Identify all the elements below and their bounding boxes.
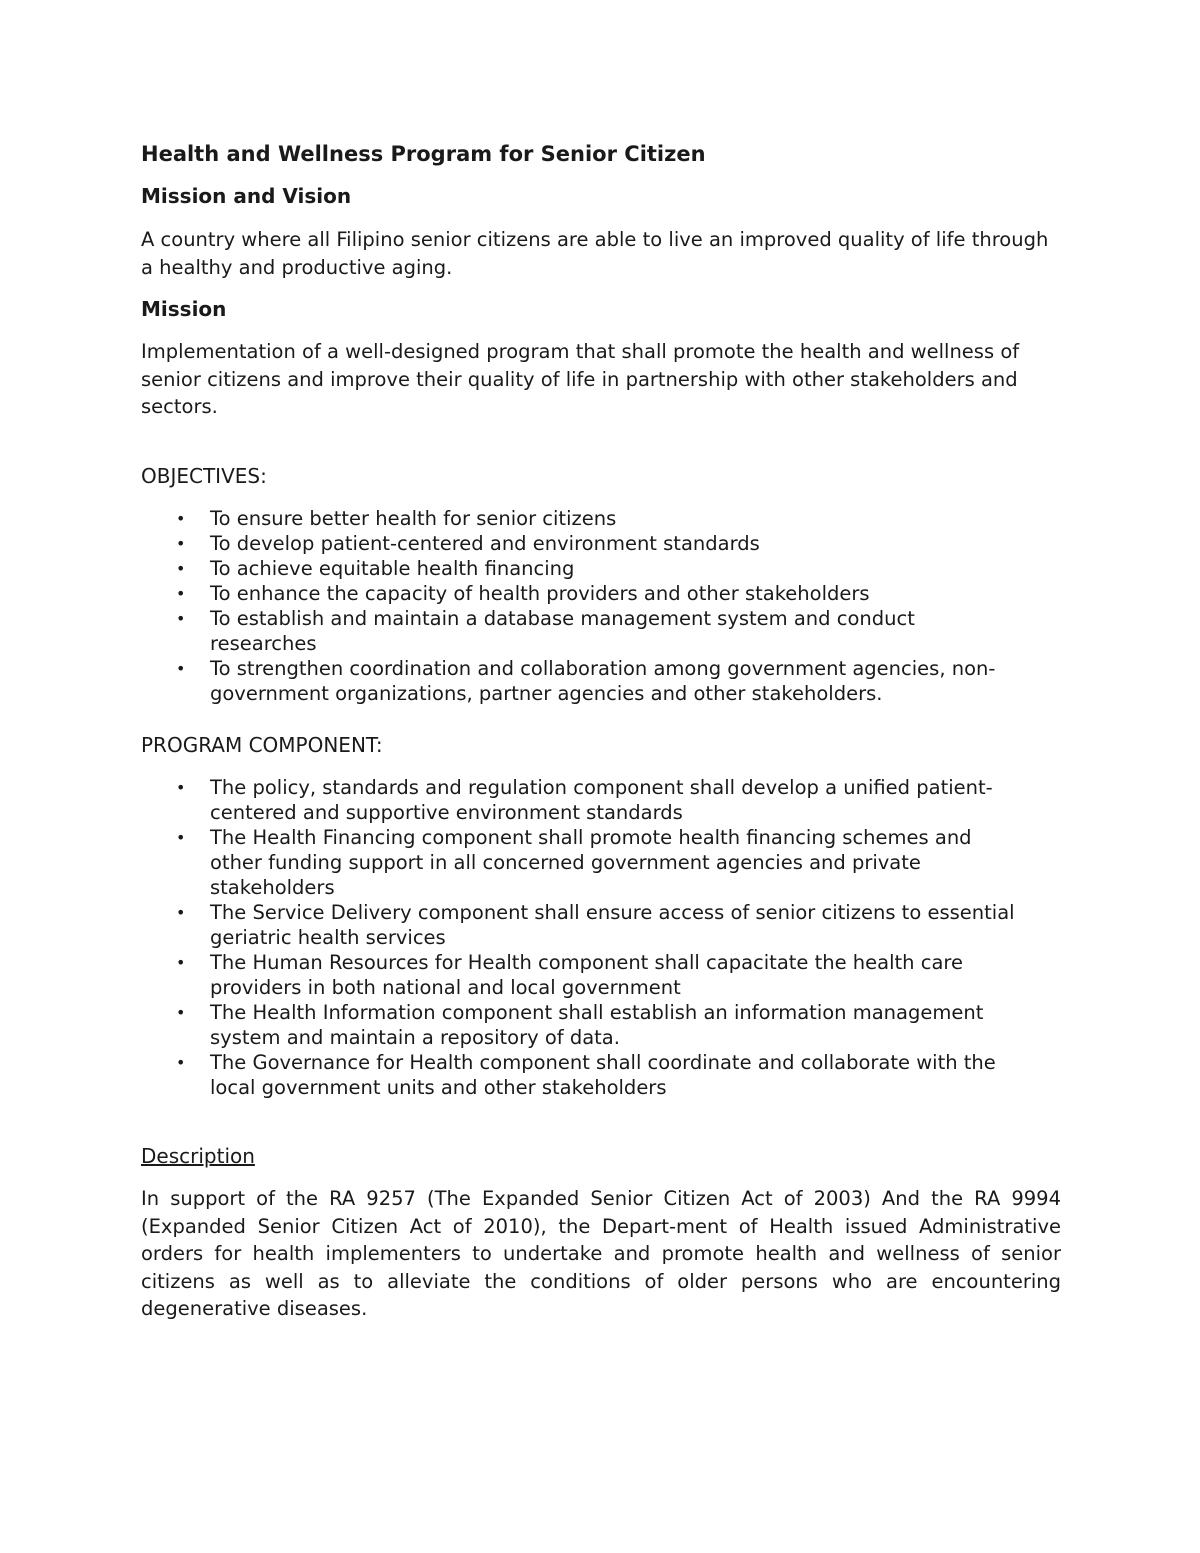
list-item (140, 775, 1020, 825)
list-item-text: To develop patient-centered and environment standards (210, 532, 760, 555)
mission-heading: Mission (141, 297, 227, 321)
program-component-list (140, 775, 1020, 1100)
list-item (140, 581, 1020, 606)
list-item (140, 950, 1020, 1000)
bullet-icon: • (176, 778, 186, 797)
bullet-icon: • (176, 1003, 186, 1022)
mission-vision-heading: Mission and Vision (141, 184, 352, 208)
list-item-text: The Human Resources for Health component shall capacitate the health care providers in both national and local government (210, 951, 963, 999)
list-item-text: To strengthen coordination and collaboration among government agencies, non-government organizations, partner agencies and other stakeholders. (210, 657, 996, 705)
bullet-icon: • (176, 534, 186, 553)
bullet-icon: • (176, 584, 186, 603)
list-item (140, 531, 1020, 556)
mission-text: Implementation of a well-designed program that shall promote the health and wellness of senior citizens and improve their quality of life in partnership with other stakeholders and sectors. (141, 340, 1020, 418)
bullet-icon: • (176, 903, 186, 922)
list-item-text: To achieve equitable health financing (210, 557, 575, 580)
list-item (140, 606, 1020, 656)
mission-vision-text: A country where all Filipino senior citizens are able to live an improved quality of life through a healthy and productive aging. (141, 228, 1049, 279)
list-item-text: The policy, standards and regulation component shall develop a unified patient-centered and supportive environment standards (210, 776, 993, 824)
list-item (140, 656, 1020, 706)
bullet-icon: • (176, 828, 186, 847)
document-title: Health and Wellness Program for Senior Citizen (141, 142, 706, 166)
bullet-icon: • (176, 609, 186, 628)
list-item (140, 1050, 1020, 1100)
list-item-text: To establish and maintain a database management system and conduct researches (210, 607, 915, 655)
list-item-text: The Service Delivery component shall ensure access of senior citizens to essential geriatric health services (210, 901, 1015, 949)
list-item (140, 506, 1020, 531)
list-item-text: To enhance the capacity of health providers and other stakeholders (210, 582, 870, 605)
list-item (140, 900, 1020, 950)
list-item-text: The Governance for Health component shall coordinate and collaborate with the local government units and other stakeholders (210, 1051, 996, 1099)
description-text: In support of the RA 9257 (The Expanded Senior Citizen Act of 2003) And the RA 9994 (Expanded Senior Citizen Act of 2010), the Depart-ment of Health issued Administrative orders for health implementers to undertake and promote health and wellness of senior citizens as well as to alleviate the conditions of older persons who are encountering degenerative diseases. (141, 1187, 1061, 1320)
bullet-icon: • (176, 953, 186, 972)
bullet-icon: • (176, 559, 186, 578)
list-item (140, 556, 1020, 581)
bullet-icon: • (176, 509, 186, 528)
list-item-text: The Health Information component shall establish an information management system and maintain a repository of data. (210, 1001, 984, 1049)
list-item-text: To ensure better health for senior citizens (210, 507, 617, 530)
program-component-heading: PROGRAM COMPONENT: (141, 733, 383, 757)
objectives-list (140, 506, 1020, 706)
objectives-heading: OBJECTIVES: (141, 464, 267, 488)
description-heading: Description (141, 1144, 255, 1168)
bullet-icon: • (176, 1053, 186, 1072)
list-item-text: The Health Financing component shall promote health financing schemes and other funding support in all concerned government agencies and private stakeholders (210, 826, 972, 899)
list-item (140, 1000, 1020, 1050)
bullet-icon: • (176, 659, 186, 678)
list-item (140, 825, 1020, 900)
